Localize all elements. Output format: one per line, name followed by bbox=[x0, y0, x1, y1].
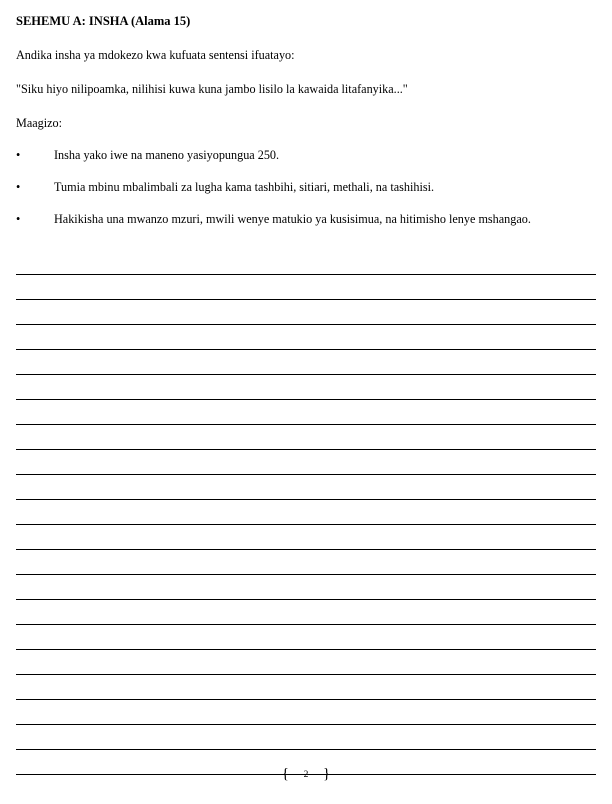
answer-line[interactable] bbox=[16, 500, 596, 525]
answer-line[interactable] bbox=[16, 325, 596, 350]
answer-line[interactable] bbox=[16, 250, 596, 275]
answer-line[interactable] bbox=[16, 700, 596, 725]
answer-line[interactable] bbox=[16, 725, 596, 750]
bullet-icon: • bbox=[16, 148, 21, 162]
list-item-text: Tumia mbinu mbalimbali za lugha kama tashbihi, sitiari, methali, na tashihisi. bbox=[54, 180, 435, 194]
page-footer bbox=[0, 767, 612, 782]
footer-rule-left bbox=[94, 774, 274, 775]
answer-line[interactable] bbox=[16, 525, 596, 550]
list-item bbox=[16, 178, 596, 196]
answer-line[interactable] bbox=[16, 350, 596, 375]
document-page bbox=[0, 12, 612, 804]
answer-line[interactable] bbox=[16, 650, 596, 675]
answer-lines-area bbox=[16, 250, 596, 775]
answer-line[interactable] bbox=[16, 475, 596, 500]
guidelines-label: Maagizo: bbox=[16, 116, 63, 130]
answer-line[interactable] bbox=[16, 400, 596, 425]
page-number: 2 bbox=[303, 769, 309, 780]
answer-line[interactable] bbox=[16, 425, 596, 450]
answer-line[interactable] bbox=[16, 450, 596, 475]
answer-line[interactable] bbox=[16, 375, 596, 400]
footer-right-brace: } bbox=[323, 766, 331, 782]
section-title: SEHEMU A: INSHA (Alama 15) bbox=[16, 14, 191, 28]
footer-rule-right bbox=[338, 774, 518, 775]
answer-line[interactable] bbox=[16, 600, 596, 625]
answer-line[interactable] bbox=[16, 550, 596, 575]
prompt-quote: "Siku hiyo nilipoamka, nilihisi kuwa kuna jambo lisilo la kawaida litafanyika..." bbox=[16, 82, 408, 96]
list-item bbox=[16, 210, 596, 228]
answer-line[interactable] bbox=[16, 275, 596, 300]
guidelines-list bbox=[16, 146, 596, 228]
answer-line[interactable] bbox=[16, 625, 596, 650]
answer-line[interactable] bbox=[16, 675, 596, 700]
list-item bbox=[16, 146, 596, 164]
list-item-text: Insha yako iwe na maneno yasiyopungua 250. bbox=[54, 148, 280, 162]
list-item-text: Hakikisha una mwanzo mzuri, mwili wenye matukio ya kusisimua, na hitimisho lenye mshangao. bbox=[54, 212, 531, 226]
answer-line[interactable] bbox=[16, 300, 596, 325]
bullet-icon: • bbox=[16, 212, 21, 226]
bullet-icon: • bbox=[16, 180, 21, 194]
answer-line[interactable] bbox=[16, 575, 596, 600]
footer-left-brace: { bbox=[281, 766, 289, 782]
instruction-text: Andika insha ya mdokezo kwa kufuata sentensi ifuatayo: bbox=[16, 48, 295, 62]
